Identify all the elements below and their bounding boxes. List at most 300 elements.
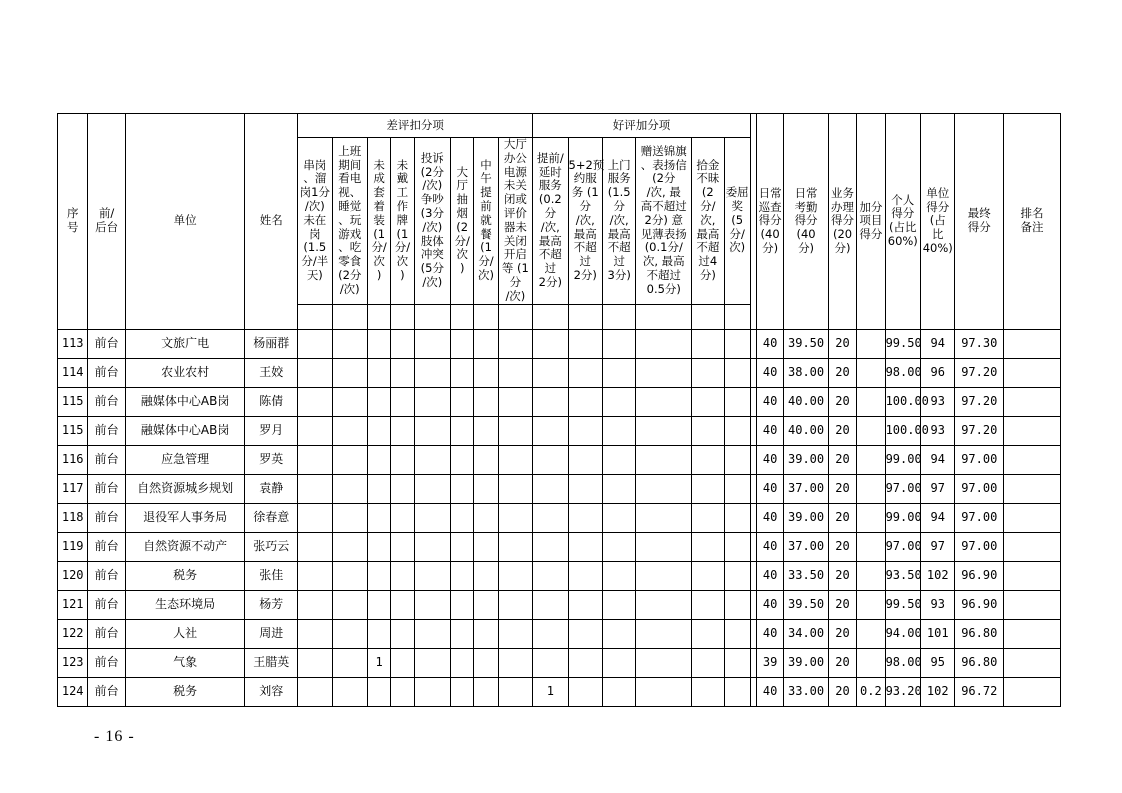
row-final: 96.90 xyxy=(955,561,1004,590)
row-daily-patrol: 40 xyxy=(756,329,783,358)
header-pos-item: 上门 服务 (1.5 分 /次, 最高 不超 过 3分) xyxy=(602,138,635,305)
row-neg-cell xyxy=(298,677,332,706)
row-name: 杨丽群 xyxy=(245,329,298,358)
row-pos-cell xyxy=(692,358,724,387)
row-pos-cell xyxy=(533,358,568,387)
row-business: 20 xyxy=(828,445,856,474)
row-front-back: 前台 xyxy=(88,416,125,445)
row-business: 20 xyxy=(828,416,856,445)
table-row xyxy=(58,590,1061,619)
row-personal: 100.00 xyxy=(885,387,920,416)
table-row xyxy=(58,561,1061,590)
row-personal: 94.00 xyxy=(885,619,920,648)
row-pos-cell: 1 xyxy=(533,677,568,706)
row-neg-cell xyxy=(451,561,474,590)
row-neg-cell xyxy=(332,474,367,503)
row-pos-cell xyxy=(568,474,602,503)
header-neg-item: 上班 期间 看电 视、 睡觉 、玩 游戏 、吃 零食 (2分 /次) xyxy=(332,138,367,305)
row-neg-cell xyxy=(474,561,498,590)
row-bonus xyxy=(857,387,885,416)
table-row xyxy=(58,445,1061,474)
row-rank-note xyxy=(1004,416,1061,445)
row-pos-cell xyxy=(692,619,724,648)
row-rank-note xyxy=(1004,532,1061,561)
row-pos-cell xyxy=(692,532,724,561)
row-neg-cell xyxy=(332,416,367,445)
row-neg-cell xyxy=(391,561,414,590)
row-pos-cell xyxy=(692,329,724,358)
row-seq: 124 xyxy=(58,677,88,706)
row-unit: 融媒体中心AB岗 xyxy=(125,416,245,445)
row-pos-cell xyxy=(568,358,602,387)
row-neg-cell xyxy=(414,532,450,561)
row-pos-cell xyxy=(602,532,635,561)
row-neg-cell xyxy=(498,416,532,445)
row-front-back: 前台 xyxy=(88,358,125,387)
row-final: 97.20 xyxy=(955,387,1004,416)
row-neg-cell xyxy=(451,358,474,387)
row-rank-note xyxy=(1004,677,1061,706)
row-bonus: 0.2 xyxy=(857,677,885,706)
row-pos-cell xyxy=(636,329,692,358)
row-final: 97.00 xyxy=(955,532,1004,561)
row-unit: 退役军人事务局 xyxy=(125,503,245,532)
score-table xyxy=(57,113,1061,707)
row-pos-cell xyxy=(568,445,602,474)
row-neg-cell xyxy=(414,358,450,387)
row-pos-cell xyxy=(724,474,750,503)
row-pos-cell xyxy=(533,532,568,561)
row-neg-cell xyxy=(391,532,414,561)
row-neg-cell xyxy=(451,677,474,706)
row-front-back: 前台 xyxy=(88,648,125,677)
row-neg-cell xyxy=(498,445,532,474)
row-name: 杨芳 xyxy=(245,590,298,619)
row-neg-cell xyxy=(298,648,332,677)
header-personal: 个人 得分 (占比 60%) xyxy=(885,114,920,330)
row-neg-cell xyxy=(298,358,332,387)
row-pos-cell xyxy=(724,416,750,445)
row-attendance: 34.00 xyxy=(784,619,829,648)
row-neg-cell xyxy=(332,358,367,387)
row-neg-cell xyxy=(414,619,450,648)
row-pos-cell xyxy=(724,532,750,561)
row-pos-cell xyxy=(602,387,635,416)
row-neg-cell xyxy=(451,474,474,503)
row-pos-cell xyxy=(533,416,568,445)
row-final: 97.20 xyxy=(955,358,1004,387)
row-pos-cell xyxy=(636,474,692,503)
row-neg-cell xyxy=(298,561,332,590)
row-personal: 98.00 xyxy=(885,358,920,387)
row-seq: 115 xyxy=(58,416,88,445)
row-attendance: 39.00 xyxy=(784,445,829,474)
row-neg-cell xyxy=(367,474,390,503)
row-daily-patrol: 39 xyxy=(756,648,783,677)
row-pos-cell xyxy=(636,503,692,532)
row-pos-cell xyxy=(692,590,724,619)
row-name: 袁静 xyxy=(245,474,298,503)
row-business: 20 xyxy=(828,532,856,561)
row-pos-cell xyxy=(636,532,692,561)
row-final: 96.80 xyxy=(955,648,1004,677)
row-neg-cell xyxy=(474,329,498,358)
row-pos-cell xyxy=(568,619,602,648)
row-bonus xyxy=(857,503,885,532)
header-attendance: 日常 考勤 得分 (40 分) xyxy=(784,114,829,330)
row-pos-cell xyxy=(533,329,568,358)
row-final: 97.20 xyxy=(955,416,1004,445)
row-neg-cell xyxy=(414,445,450,474)
row-pos-cell xyxy=(602,561,635,590)
header-neg-item: 未 戴 工 作 牌 (1 分/ 次 ) xyxy=(391,138,414,305)
header-pos-item: 拾金 不昧 (2 分/ 次, 最高 不超 过4 分) xyxy=(692,138,724,305)
row-pos-cell xyxy=(724,387,750,416)
row-pos-cell xyxy=(533,387,568,416)
row-seq: 122 xyxy=(58,619,88,648)
row-pos-cell xyxy=(724,358,750,387)
row-pos-cell xyxy=(568,387,602,416)
row-name: 罗月 xyxy=(245,416,298,445)
row-neg-cell xyxy=(451,619,474,648)
row-daily-patrol: 40 xyxy=(756,358,783,387)
table-row xyxy=(58,416,1061,445)
row-neg-cell xyxy=(498,648,532,677)
header-neg-item: 投诉 (2分 /次) 争吵 (3分 /次) 肢体 冲突 (5分 /次) xyxy=(414,138,450,305)
row-pos-cell xyxy=(602,329,635,358)
row-personal: 97.00 xyxy=(885,532,920,561)
row-pos-cell xyxy=(568,590,602,619)
row-unit: 自然资源城乡规划 xyxy=(125,474,245,503)
row-neg-cell xyxy=(414,561,450,590)
row-pos-cell xyxy=(533,445,568,474)
row-neg-cell xyxy=(391,474,414,503)
row-personal: 93.50 xyxy=(885,561,920,590)
row-attendance: 39.50 xyxy=(784,590,829,619)
row-neg-cell xyxy=(498,677,532,706)
row-daily-patrol: 40 xyxy=(756,677,783,706)
row-bonus xyxy=(857,590,885,619)
row-neg-cell xyxy=(414,474,450,503)
row-neg-cell xyxy=(367,329,390,358)
row-rank-note xyxy=(1004,648,1061,677)
row-attendance: 39.00 xyxy=(784,503,829,532)
row-neg-cell xyxy=(298,387,332,416)
row-attendance: 33.50 xyxy=(784,561,829,590)
header-pos-item: 委屈 奖 (5 分/ 次) xyxy=(724,138,750,305)
row-neg-cell xyxy=(332,387,367,416)
row-unit-score: 97 xyxy=(921,532,955,561)
row-pos-cell xyxy=(636,416,692,445)
table-row xyxy=(58,648,1061,677)
row-pos-cell xyxy=(636,561,692,590)
row-pos-cell xyxy=(692,677,724,706)
row-seq: 115 xyxy=(58,387,88,416)
row-daily-patrol: 40 xyxy=(756,416,783,445)
row-pos-cell xyxy=(568,648,602,677)
row-rank-note xyxy=(1004,619,1061,648)
row-pos-cell xyxy=(533,590,568,619)
row-pos-cell xyxy=(692,416,724,445)
row-neg-cell xyxy=(474,619,498,648)
header-pos-item: 赠送锦旗 、表扬信 (2分 /次, 最 高不超过 2分) 意 见薄表扬 (0.1分/ 次, 最高 不超过 0.5分) xyxy=(636,138,692,305)
row-neg-cell xyxy=(498,474,532,503)
row-pos-cell xyxy=(533,619,568,648)
row-neg-cell xyxy=(474,648,498,677)
row-unit: 生态环境局 xyxy=(125,590,245,619)
row-name: 陈倩 xyxy=(245,387,298,416)
row-neg-cell: 1 xyxy=(367,648,390,677)
row-pos-cell xyxy=(568,503,602,532)
row-unit: 人社 xyxy=(125,619,245,648)
row-neg-cell xyxy=(298,474,332,503)
row-pos-cell xyxy=(602,590,635,619)
row-final: 97.00 xyxy=(955,474,1004,503)
header-positive-group: 好评加分项 xyxy=(533,114,751,138)
row-attendance: 33.00 xyxy=(784,677,829,706)
row-pos-cell xyxy=(724,619,750,648)
row-final: 96.90 xyxy=(955,590,1004,619)
row-unit: 税务 xyxy=(125,677,245,706)
table-row xyxy=(58,358,1061,387)
row-neg-cell xyxy=(298,416,332,445)
row-unit: 文旅广电 xyxy=(125,329,245,358)
row-pos-cell xyxy=(568,329,602,358)
row-neg-cell xyxy=(332,677,367,706)
row-name: 张佳 xyxy=(245,561,298,590)
table-row xyxy=(58,474,1061,503)
row-daily-patrol: 40 xyxy=(756,445,783,474)
row-neg-cell xyxy=(474,445,498,474)
row-neg-cell xyxy=(451,445,474,474)
row-neg-cell xyxy=(474,590,498,619)
row-seq: 121 xyxy=(58,590,88,619)
row-neg-cell xyxy=(367,445,390,474)
row-business: 20 xyxy=(828,648,856,677)
row-neg-cell xyxy=(332,561,367,590)
row-final: 96.72 xyxy=(955,677,1004,706)
row-pos-cell xyxy=(533,648,568,677)
row-unit-score: 96 xyxy=(921,358,955,387)
row-personal: 99.00 xyxy=(885,503,920,532)
row-bonus xyxy=(857,532,885,561)
row-neg-cell xyxy=(451,416,474,445)
row-name: 罗英 xyxy=(245,445,298,474)
row-front-back: 前台 xyxy=(88,677,125,706)
row-neg-cell xyxy=(474,677,498,706)
row-seq: 118 xyxy=(58,503,88,532)
row-attendance: 37.00 xyxy=(784,532,829,561)
row-attendance: 40.00 xyxy=(784,387,829,416)
row-name: 徐春意 xyxy=(245,503,298,532)
row-pos-cell xyxy=(636,619,692,648)
row-business: 20 xyxy=(828,590,856,619)
header-neg-item: 串岗 、溜 岗1分 /次) 未在 岗 (1.5 分/半 天) xyxy=(298,138,332,305)
row-neg-cell xyxy=(332,619,367,648)
row-neg-cell xyxy=(332,503,367,532)
row-business: 20 xyxy=(828,329,856,358)
header-neg-item: 大厅 办公 电源 未关 闭或 评价 器未 关闭 开启 等 (1 分 /次) xyxy=(498,138,532,305)
table-row xyxy=(58,387,1061,416)
row-personal: 99.00 xyxy=(885,445,920,474)
row-neg-cell xyxy=(367,561,390,590)
row-neg-cell xyxy=(391,648,414,677)
row-pos-cell xyxy=(602,619,635,648)
row-personal: 99.50 xyxy=(885,590,920,619)
row-personal: 99.50 xyxy=(885,329,920,358)
row-daily-patrol: 40 xyxy=(756,474,783,503)
row-attendance: 38.00 xyxy=(784,358,829,387)
row-business: 20 xyxy=(828,619,856,648)
row-attendance: 39.50 xyxy=(784,329,829,358)
row-neg-cell xyxy=(451,590,474,619)
row-neg-cell xyxy=(414,590,450,619)
header-daily-patrol: 日常 巡查 得分 (40 分) xyxy=(756,114,783,330)
row-neg-cell xyxy=(498,503,532,532)
row-rank-note xyxy=(1004,503,1061,532)
row-neg-cell xyxy=(474,416,498,445)
row-pos-cell xyxy=(636,445,692,474)
row-neg-cell xyxy=(498,619,532,648)
row-bonus xyxy=(857,416,885,445)
row-neg-cell xyxy=(414,387,450,416)
row-daily-patrol: 40 xyxy=(756,561,783,590)
row-daily-patrol: 40 xyxy=(756,387,783,416)
row-pos-cell xyxy=(568,532,602,561)
row-neg-cell xyxy=(367,677,390,706)
row-name: 王腊英 xyxy=(245,648,298,677)
header-pos-item: 提前/ 延时 服务 (0.2 分 /次, 最高 不超 过 2分) xyxy=(533,138,568,305)
row-pos-cell xyxy=(602,677,635,706)
row-pos-cell xyxy=(724,503,750,532)
row-unit-score: 93 xyxy=(921,416,955,445)
header-name: 姓名 xyxy=(245,114,298,330)
row-business: 20 xyxy=(828,677,856,706)
row-neg-cell xyxy=(298,590,332,619)
header-unit-score: 单位 得分 (占 比 40%) xyxy=(921,114,955,330)
row-rank-note xyxy=(1004,445,1061,474)
row-pos-cell xyxy=(692,648,724,677)
header-neg-item: 大 厅 抽 烟 (2 分/ 次 ) xyxy=(451,138,474,305)
row-unit-score: 94 xyxy=(921,445,955,474)
row-unit-score: 97 xyxy=(921,474,955,503)
row-bonus xyxy=(857,329,885,358)
row-neg-cell xyxy=(391,387,414,416)
row-pos-cell xyxy=(568,416,602,445)
header-neg-item: 中 午 提 前 就 餐 (1 分/ 次) xyxy=(474,138,498,305)
row-daily-patrol: 40 xyxy=(756,590,783,619)
row-seq: 123 xyxy=(58,648,88,677)
row-neg-cell xyxy=(367,503,390,532)
row-seq: 113 xyxy=(58,329,88,358)
row-neg-cell xyxy=(391,590,414,619)
row-neg-cell xyxy=(367,532,390,561)
row-neg-cell xyxy=(474,503,498,532)
row-pos-cell xyxy=(724,648,750,677)
table-body xyxy=(58,329,1061,706)
row-unit-score: 94 xyxy=(921,329,955,358)
row-pos-cell xyxy=(724,590,750,619)
row-neg-cell xyxy=(451,329,474,358)
row-neg-cell xyxy=(414,677,450,706)
row-daily-patrol: 40 xyxy=(756,619,783,648)
row-neg-cell xyxy=(498,358,532,387)
row-neg-cell xyxy=(474,358,498,387)
row-neg-cell xyxy=(367,387,390,416)
row-business: 20 xyxy=(828,561,856,590)
row-pos-cell xyxy=(636,590,692,619)
row-unit-score: 102 xyxy=(921,677,955,706)
row-pos-cell xyxy=(636,358,692,387)
row-unit: 应急管理 xyxy=(125,445,245,474)
row-pos-cell xyxy=(602,445,635,474)
row-unit-score: 95 xyxy=(921,648,955,677)
row-pos-cell xyxy=(568,677,602,706)
row-rank-note xyxy=(1004,561,1061,590)
row-rank-note xyxy=(1004,387,1061,416)
row-business: 20 xyxy=(828,503,856,532)
row-unit-score: 101 xyxy=(921,619,955,648)
row-pos-cell xyxy=(724,329,750,358)
row-pos-cell xyxy=(724,445,750,474)
row-front-back: 前台 xyxy=(88,329,125,358)
row-pos-cell xyxy=(724,677,750,706)
row-pos-cell xyxy=(636,387,692,416)
row-unit-score: 94 xyxy=(921,503,955,532)
row-neg-cell xyxy=(391,329,414,358)
row-business: 20 xyxy=(828,358,856,387)
row-seq: 114 xyxy=(58,358,88,387)
row-front-back: 前台 xyxy=(88,503,125,532)
row-unit: 税务 xyxy=(125,561,245,590)
row-pos-cell xyxy=(724,561,750,590)
header-final: 最终 得分 xyxy=(955,114,1004,330)
row-personal: 100.00 xyxy=(885,416,920,445)
row-rank-note xyxy=(1004,329,1061,358)
row-name: 刘容 xyxy=(245,677,298,706)
row-neg-cell xyxy=(451,387,474,416)
header-front-back: 前/ 后台 xyxy=(88,114,125,330)
row-neg-cell xyxy=(391,677,414,706)
row-neg-cell xyxy=(332,445,367,474)
header-bonus: 加分 项目 得分 xyxy=(857,114,885,330)
row-neg-cell xyxy=(391,416,414,445)
header-negative-group: 差评扣分项 xyxy=(298,114,533,138)
row-neg-cell xyxy=(414,416,450,445)
row-pos-cell xyxy=(692,445,724,474)
row-pos-cell xyxy=(602,503,635,532)
row-front-back: 前台 xyxy=(88,590,125,619)
row-attendance: 39.00 xyxy=(784,648,829,677)
row-neg-cell xyxy=(498,329,532,358)
row-pos-cell xyxy=(602,416,635,445)
table-row xyxy=(58,619,1061,648)
row-pos-cell xyxy=(636,677,692,706)
row-seq: 120 xyxy=(58,561,88,590)
row-neg-cell xyxy=(391,619,414,648)
row-final: 97.30 xyxy=(955,329,1004,358)
row-neg-cell xyxy=(474,474,498,503)
row-pos-cell xyxy=(602,474,635,503)
row-neg-cell xyxy=(367,619,390,648)
row-front-back: 前台 xyxy=(88,619,125,648)
row-neg-cell xyxy=(498,387,532,416)
row-neg-cell xyxy=(414,503,450,532)
header-neg-item: 未 成 套 着 装 (1 分/ 次 ) xyxy=(367,138,390,305)
row-front-back: 前台 xyxy=(88,445,125,474)
row-neg-cell xyxy=(474,532,498,561)
row-name: 周进 xyxy=(245,619,298,648)
